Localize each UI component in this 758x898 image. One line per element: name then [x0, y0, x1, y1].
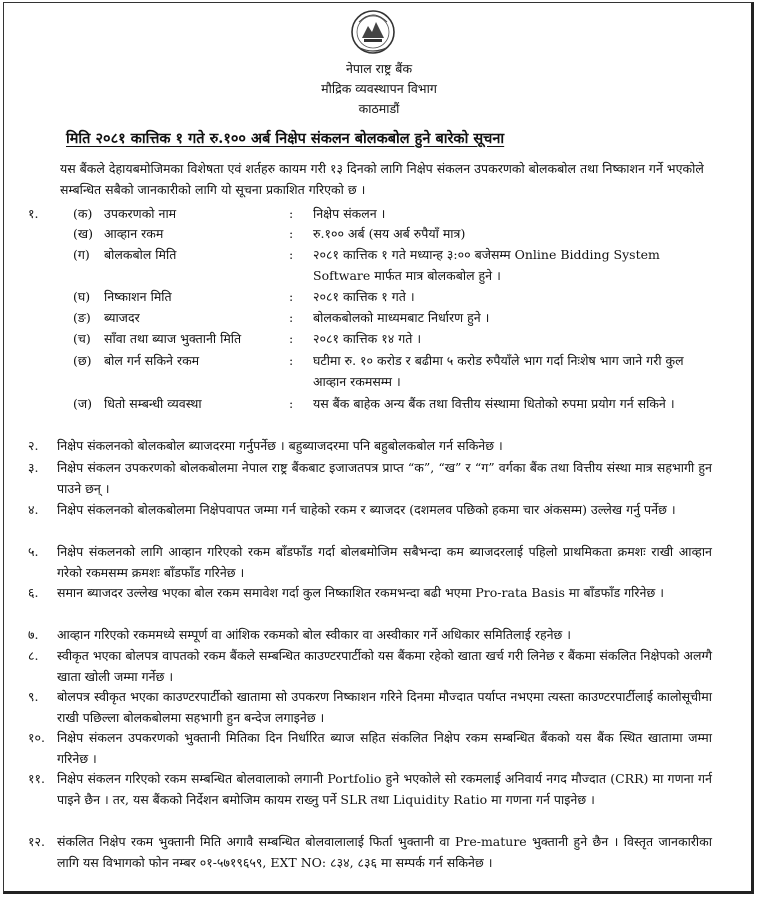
sub-label: ब्याजदर: [104, 310, 140, 325]
item-text-2: निक्षेप संकलनको बोलकबोल ब्याजदरमा गर्नुपर्नेछ । बहुब्याजदरमा पनि बहुबोलकबोल गर्न सकिनेछ ।: [57, 438, 503, 453]
sub-colon: :: [289, 289, 294, 304]
sub-label: निष्काशन मिति: [104, 289, 172, 304]
item-number-11: ११.: [28, 771, 45, 786]
item-text-9: बोलपत्र स्वीकृत भएका काउण्टरपार्टीको खातामा सो उपकरण निष्काशन गरिने दिनमा मौज्दात पर्याप्त नभएमा त्यस्ता काउण्टरपार्टीलाई कालोसूचीमा राखी पछिल्ला बोलकबोलमा सहभागी हुन बन्देज लगाइनेछ ।: [57, 689, 712, 725]
intro-paragraph: यस बैंकले देहायबमोजिमका विशेषता एवं शर्तहरु कायम गरी १३ दिनको लागि निक्षेप संकलन उपकरणको बोलकबोल तथा निष्काशन गर्ने भएकोले सम्बन्धित सबैको जानकारीको लागि यो सूचना प्रकाशित गरिएको छ ।: [60, 161, 704, 197]
sub-colon: :: [289, 206, 294, 221]
sub-key: (ज): [73, 396, 93, 411]
sub-value: २०८१ कात्तिक १४ गते ।: [313, 331, 422, 346]
item-number-8: ८.: [28, 648, 39, 663]
item-number-2: २.: [28, 438, 39, 453]
item-text-10: निक्षेप संकलन उपकरणको भुक्तानी मितिका दिन निर्धारित ब्याज सहित संकलित निक्षेप रकम सम्बन्धित बैंकको यस बैंक स्थित खातामा जम्मा गरिनेछ ।: [57, 730, 712, 766]
item-number-12: १२.: [28, 834, 45, 849]
sub-colon: :: [289, 226, 294, 241]
sub-label: धितो सम्बन्धी व्यवस्था: [104, 396, 202, 411]
item-text-5: निक्षेप संकलनको लागि आव्हान गरिएको रकम बाँडफाँड गर्दा बोलबमोजिम सबैभन्दा कम ब्याजदरलाई पहिलो प्राथमिकता क्रमशः राखी आव्हान गरेको रकमसम्म क्रमशः बाँडफाँड गरिनेछ ।: [57, 544, 712, 580]
sub-key: (ङ): [73, 310, 91, 325]
nepal-rastra-bank-emblem-icon: [350, 8, 396, 56]
sub-colon: :: [289, 247, 294, 262]
item-number-3: ३.: [28, 460, 39, 475]
sub-colon: :: [289, 396, 294, 411]
sub-key: (ग): [73, 247, 90, 262]
notice-title: मिति २०८१ कात्तिक १ गते रु.१०० अर्ब निक्षेप संकलन बोलकबोल हुने बारेको सूचना: [66, 130, 505, 147]
city-name: काठमाडौं: [358, 101, 400, 116]
sub-key: (च): [73, 331, 91, 346]
sub-value: रु.१०० अर्ब (सय अर्ब रुपैयाँ मात्र): [313, 226, 466, 241]
department-name: मौद्रिक व्यवस्थापन विभाग: [321, 81, 437, 96]
item-number-10: १०.: [28, 730, 45, 745]
item-number-7: ७.: [28, 627, 39, 642]
sub-label: बोलकबोल मिति: [104, 247, 177, 262]
item-number-6: ६.: [28, 585, 39, 600]
sub-colon: :: [289, 353, 294, 368]
sub-value: २०८१ कात्तिक १ गते ।: [313, 289, 415, 304]
sub-key: (ख): [73, 226, 93, 241]
item-number-4: ४.: [28, 502, 39, 517]
item-number-1: १.: [28, 206, 39, 221]
item-text-12: संकलित निक्षेप रकम भुक्तानी मिति अगावै सम्बन्धित बोलवालालाई फिर्ता भुक्तानी वा Pre-mature भुक्तानी हुने छैन । विस्तृत जानकारीका लागि यस विभागको फोन नम्बर ०१-५७१९६५९, EXT NO: ८३४, ८३६ मा सम्पर्क गर्न सकिनेछ ।: [57, 834, 712, 870]
bank-name: नेपाल राष्ट्र बैंक: [345, 61, 413, 76]
item-text-4: निक्षेप संकलनको बोलकबोलमा निक्षेपवापत जम्मा गर्न चाहेको रकम र ब्याजदर (दशमलव पछिको हकमा चार अंकसम्म) उल्लेख गर्नु पर्नेछ ।: [57, 502, 676, 517]
sub-value: घटीमा रु. १० करोड र बढीमा ५ करोड रुपैयाँले भाग गर्दा निःशेष भाग जाने गरी कुल आव्हान रकमसम्म ।: [313, 353, 684, 389]
item-number-5: ५.: [28, 544, 39, 559]
sub-label: बोल गर्न सकिने रकम: [104, 353, 200, 368]
sub-key: (घ): [73, 289, 91, 304]
sub-label: साँवा तथा ब्याज भुक्तानी मिति: [104, 331, 242, 346]
sub-key: (क): [73, 206, 93, 221]
sub-label: उपकरणको नाम: [104, 206, 177, 221]
sub-value: २०८१ कात्तिक १ गते मध्यान्ह ३:०० बजेसम्म Online Bidding System Software मार्फत मात्र बोलकबोल हुने ।: [313, 247, 660, 283]
item-text-3: निक्षेप संकलन उपकरणको बोलकबोलमा नेपाल राष्ट्र बैंकबाट इजाजतपत्र प्राप्त “क”, “ख” र “ग” वर्गका बैंक तथा वित्तीय संस्था मात्र सहभागी हुन पाउने छन् ।: [57, 460, 712, 496]
sub-value: यस बैंक बाहेक अन्य बैंक तथा वित्तीय संस्थामा धितोको रुपमा प्रयोग गर्न सकिने ।: [313, 396, 675, 411]
sub-value: निक्षेप संकलन ।: [313, 206, 386, 221]
sub-colon: :: [289, 331, 294, 346]
sub-key: (छ): [73, 353, 92, 368]
item-number-9: ९.: [28, 689, 39, 704]
sub-colon: :: [289, 310, 294, 325]
item-text-6: समान ब्याजदर उल्लेख भएका बोल रकम समावेश गर्दा कुल निष्काशित रकमभन्दा बढी भएमा Pro-rata Basis मा बाँडफाँड गरिनेछ ।: [57, 585, 664, 600]
item-text-11: निक्षेप संकलन गरिएको रकम सम्बन्धित बोलवालाको लगानी Portfolio हुने भएकोले सो रकमलाई अनिवार्य नगद मौज्दात (CRR) मा गणना गर्न पाइने छैन । तर, यस बैंकको निर्देशन बमोजिम कायम राख्नु पर्ने SLR तथा Liquidity Ratio मा गणना गर्न पाइनेछ ।: [57, 771, 712, 807]
item-text-7: आव्हान गरिएको रकममध्ये सम्पूर्ण वा आंशिक रकमको बोल स्वीकार वा अस्वीकार गर्ने अधिकार समितिलाई रहनेछ ।: [57, 627, 572, 642]
item-text-8: स्वीकृत भएका बोलपत्र वापतको रकम बैंकले सम्बन्धित काउण्टरपार्टीको यस बैंकमा रहेको खाता खर्च गरी लिनेछ र बैंकमा संकलित निक्षेपको अलग्गै खाता खोली जम्मा गर्नेछ ।: [57, 648, 712, 684]
sub-value: बोलकबोलको माध्यमबाट निर्धारण हुने ।: [313, 310, 490, 325]
sub-label: आव्हान रकम: [104, 226, 164, 241]
